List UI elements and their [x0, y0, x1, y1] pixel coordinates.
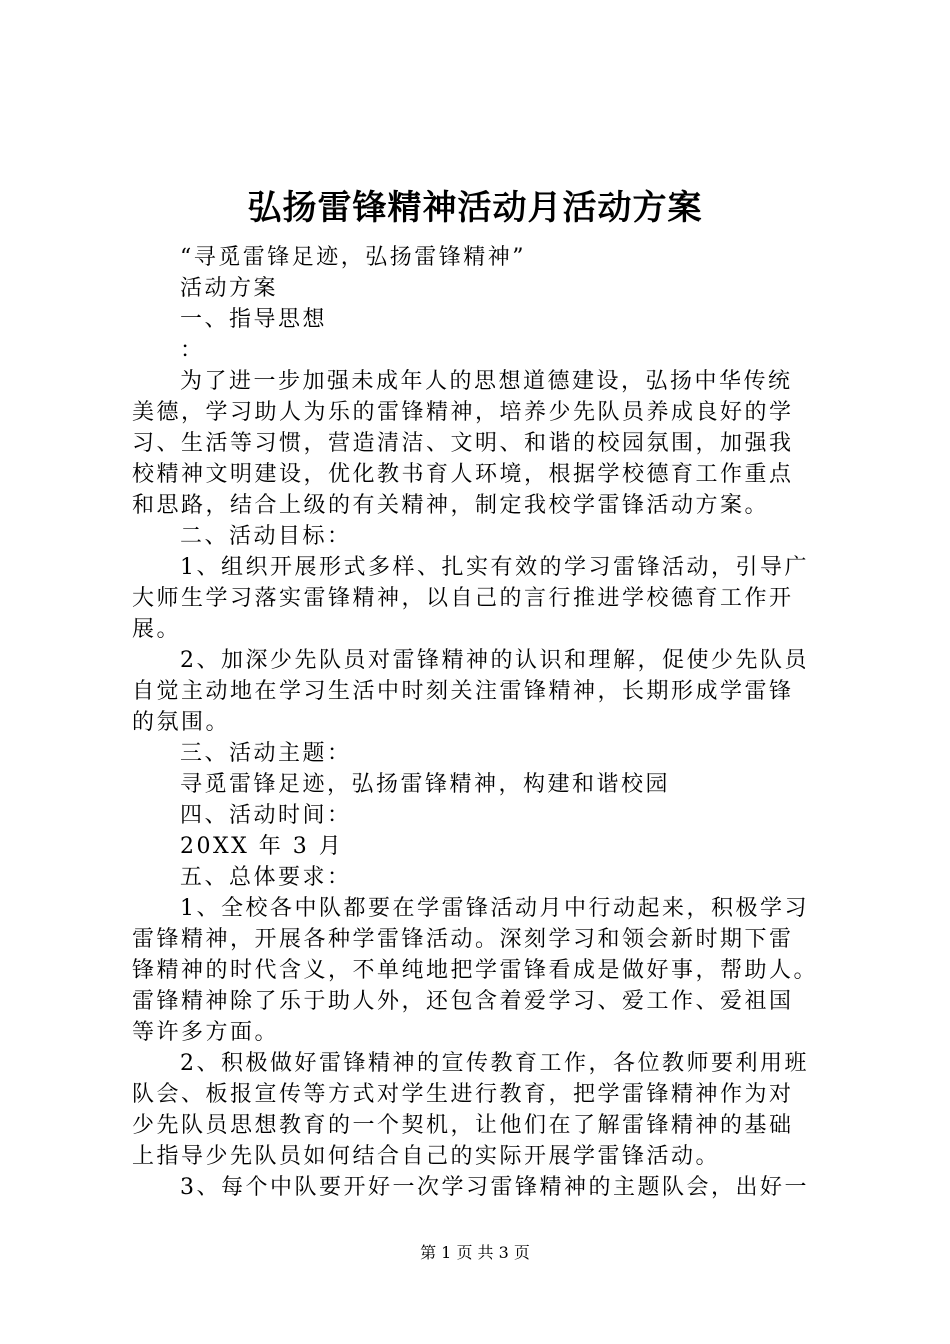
- page-footer: 第 1 页 共 3 页: [420, 1243, 530, 1262]
- text-line: 五、总体要求：: [180, 865, 352, 890]
- text-line: 自觉主动地在学习生活中时刻关注雷锋精神，长期形成学雷锋: [132, 679, 794, 704]
- text-line: 1、组织开展形式多样、扎实有效的学习雷锋活动，引导广: [180, 555, 809, 580]
- text-line: “寻觅雷锋足迹，弘扬雷锋精神”: [180, 245, 526, 270]
- text-line: 锋精神的时代含义，不单纯地把学雷锋看成是做好事，帮助人。: [132, 958, 819, 983]
- text-line: 少先队员思想教育的一个契机，让他们在了解雷锋精神的基础: [132, 1113, 794, 1138]
- text-line: 的氛围。: [132, 710, 231, 735]
- text-line: 三、活动主题：: [180, 741, 352, 766]
- text-line: 雷锋精神除了乐于助人外，还包含着爱学习、爱工作、爱祖国: [132, 989, 794, 1014]
- text-line: 为了进一步加强未成年人的思想道德建设，弘扬中华传统: [180, 369, 793, 394]
- text-line: 展。: [132, 617, 182, 642]
- text-line: 和思路，结合上级的有关精神，制定我校学雷锋活动方案。: [132, 493, 770, 518]
- text-line: 2、加深少先队员对雷锋精神的认识和理解，促使少先队员: [180, 648, 809, 673]
- text-line: 四、活动时间：: [180, 803, 352, 828]
- text-line: 队会、板报宣传等方式对学生进行教育，把学雷锋精神作为对: [132, 1082, 794, 1107]
- text-line: 美德，学习助人为乐的雷锋精神，培养少先队员养成良好的学: [132, 400, 794, 425]
- text-line: 等许多方面。: [132, 1020, 280, 1045]
- text-line: 1、全校各中队都要在学雷锋活动月中行动起来，积极学习: [180, 896, 809, 921]
- text-line: 活动方案: [180, 276, 279, 301]
- text-line: 3、每个中队要开好一次学习雷锋精神的主题队会，出好一: [180, 1175, 809, 1200]
- text-line: 2、积极做好雷锋精神的宣传教育工作，各位教师要利用班: [180, 1051, 809, 1076]
- text-line: 习、生活等习惯，营造清洁、文明、和谐的校园氛围，加强我: [132, 431, 794, 456]
- document-body: [132, 242, 832, 1203]
- text-line: 上指导少先队员如何结合自己的实际开展学雷锋活动。: [132, 1144, 721, 1169]
- text-line: 20XX 年 3 月: [180, 834, 344, 859]
- text-line: 一、指导思想: [180, 307, 328, 332]
- text-line: 校精神文明建设，优化教书育人环境，根据学校德育工作重点: [132, 462, 794, 487]
- text-line: 寻觅雷锋足迹，弘扬雷锋精神，构建和谐校园: [180, 772, 671, 797]
- text-line: 雷锋精神，开展各种学雷锋活动。深刻学习和领会新时期下雷: [132, 927, 794, 952]
- document-title: 弘扬雷锋精神活动月活动方案: [247, 188, 703, 228]
- text-line: 大师生学习落实雷锋精神，以自己的言行推进学校德育工作开: [132, 586, 794, 611]
- text-line: ：: [180, 338, 205, 363]
- text-line: 二、活动目标：: [180, 524, 352, 549]
